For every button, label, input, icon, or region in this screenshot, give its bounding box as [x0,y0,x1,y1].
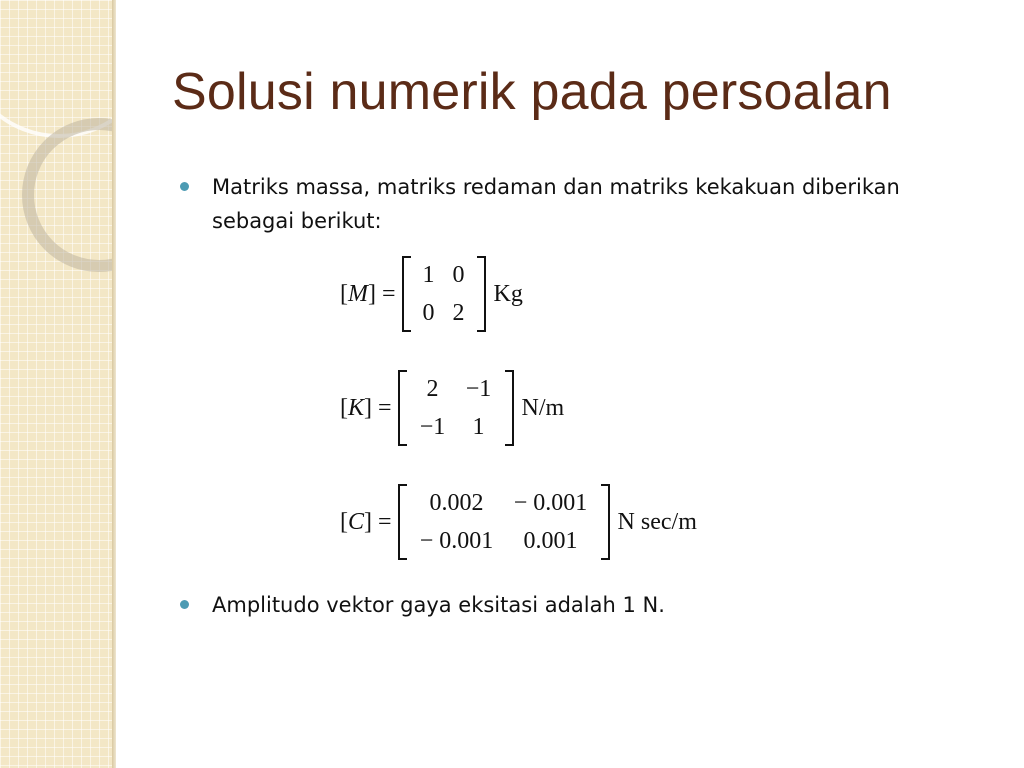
matrix [402,256,486,332]
matrix-row [414,294,474,332]
bullet-item [180,170,972,238]
matrix-symbol: M [348,280,368,307]
matrix-cell: 0.002 [429,489,484,516]
matrix-cell: 0 [422,299,435,326]
unit-label: Kg [493,280,523,307]
bullet-text: Amplitudo vektor gaya eksitasi adalah 1 N. [212,593,665,617]
matrix-cell: 2 [452,299,465,326]
matrix [398,484,610,560]
matrix-cell: 0.001 [523,527,578,554]
mass-matrix-equation [340,256,523,332]
stiffness-matrix-equation [340,370,564,446]
matrix-row [410,484,598,522]
sidebar-edge [112,0,116,768]
matrix-cell: 1 [422,261,435,288]
matrix-cell: −1 [465,375,492,402]
matrix-cell: −1 [419,413,446,440]
equation-lhs: [K] = [340,394,392,421]
matrix-cell: 2 [426,375,439,402]
unit-label: N sec/m [617,508,697,535]
matrix-cell: 1 [472,413,485,440]
damping-matrix-equation [340,484,697,560]
matrix-cell: − 0.001 [419,527,494,554]
matrix-symbol: K [348,394,365,421]
matrix-cell: 0 [452,261,465,288]
bullet-item [180,588,972,622]
equation-lhs: [M] = [340,280,396,307]
decorative-ring [22,118,112,272]
matrix-row [410,408,502,446]
matrix-row [414,256,474,294]
bullet-text: Matriks massa, matriks redaman dan matriks kekakuan diberikan sebagai berikut: [212,175,900,233]
equation-lhs: [C] = [340,508,392,535]
decorative-sidebar [0,0,112,768]
bullet-dot-icon [180,182,189,191]
matrix-cell: − 0.001 [513,489,588,516]
matrix-symbol: C [348,508,365,535]
matrix-row [410,522,598,560]
slide-title: Solusi numerik pada persoalan [172,63,892,121]
bullet-dot-icon [180,600,189,609]
matrix-row [410,370,502,408]
matrix [398,370,514,446]
unit-label: N/m [521,394,565,421]
